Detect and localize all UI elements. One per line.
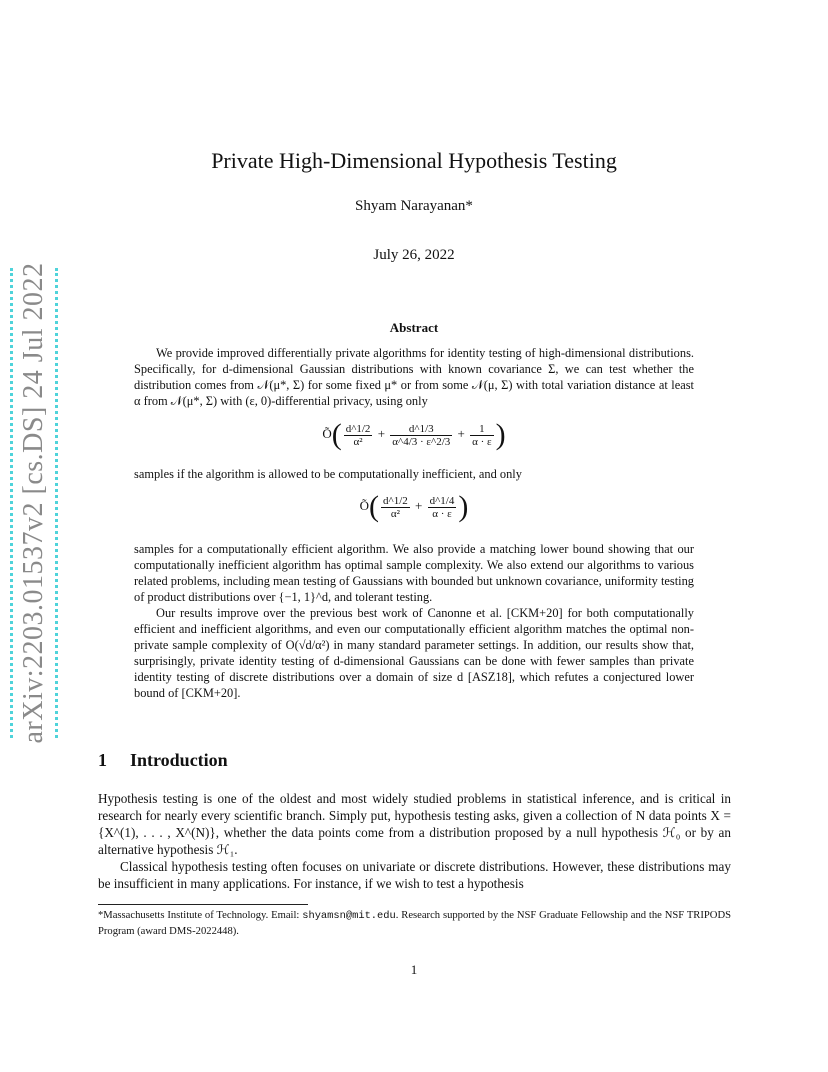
abstract-heading: Abstract: [389, 320, 439, 335]
paper-title: Private High-Dimensional Hypothesis Testing: [211, 148, 617, 173]
abstract-paragraph-2: Our results improve over the previous best work of Canonne et al. [CKM+20] for both computationally efficient and inefficient algorithms, and even our computationally efficient algorithm matches the optimal non-private sample complexity of O(√d/α²) in many standard parameter settings. In addition, our results show that, surprisingly, private identity testing of d-dimensional Gaussians can be done with fewer samples than private identity testing of discrete distributions over a domain of size d [ASZ18], which refutes a conjectured lower bound of [CKM+20].: [134, 606, 694, 700]
abstract-paragraph-1-intro: [134, 345, 694, 409]
eq1-lead: Õ: [322, 425, 332, 441]
intro-paragraph-1: Hypothesis testing is one of the oldest and most widely studied problems in statistical inference, and is critical in research for nearly every scientific branch. Simply put, hypothesis testing asks, given a collection of N data points X = {X^(1), . . . , X^(N)}, whether the data points come from a distribution proposed by a null hypothesis ℋ₀ or by an alternative hypothesis ℋ₁.: [98, 791, 731, 857]
footnote: [98, 908, 731, 939]
abstract-mid-text: samples if the algorithm is allowed to be computationally inefficient, and only: [134, 467, 522, 481]
eq2-lead: Õ: [359, 497, 370, 513]
abstract-paragraph-1-mid: [134, 466, 694, 482]
equation-1: Õ( $\frac{d\^{}1/2}{\text{α²}}$ + $\frac{d\^{}1/3}{\alpha\^{}4/3 \cdot \varepsilon\^{}2/3}$ + $\frac{1}{\alpha \cdot \varepsilon}$ ): [322, 418, 506, 451]
eq1-term-3: $\frac{1}{\alpha \cdot \varepsilon}$: [472, 422, 492, 448]
abstract-intro-text: We provide improved differentially private algorithms for identity testing of high-dimensional distributions. Specifically, for d-dimensional Gaussian distributions with known covariance Σ, we can test whether the distribution comes from 𝒩(μ*, Σ) for some fixed μ* or from some 𝒩(μ, Σ) with total variation distance at least α from 𝒩(μ*, Σ) with (ε, 0)-differential privacy, using only: [134, 346, 694, 408]
arxiv-stamp: [10, 262, 58, 744]
footnote-text-a: *Massachusetts Institute of Technology. Email:: [98, 910, 303, 921]
introduction-body: [98, 790, 731, 892]
section-number: 1: [98, 750, 107, 770]
eq2-term-1: $\frac{d\^{}1/2}{\text{α²}}$: [383, 494, 408, 520]
footnote-rule: [98, 904, 308, 905]
author-name: Shyam Narayanan*: [355, 198, 473, 214]
footnote-email[interactable]: shyamsn@mit.edu: [302, 910, 396, 922]
eq2-term-2: $\frac{d\^{}1/4}{\alpha \cdot \varepsilon}$: [429, 494, 455, 520]
page-number: 1: [410, 962, 418, 977]
eq1-term-1: $\frac{d\^{}1/2}{\text{α²}}$: [345, 422, 371, 448]
eq1-term-2: $\frac{d\^{}1/3}{\alpha\^{}4/3 \cdot \varepsilon\^{}2/3}$: [392, 422, 451, 448]
section-title: Introduction: [130, 750, 228, 770]
abstract-paragraph-1-end: [134, 541, 694, 701]
paper-date: July 26, 2022: [373, 247, 455, 263]
equation-2: Õ( $\frac{d\^{}1/2}{\text{α²}}$ + $\frac{d\^{}1/4}{\alpha \cdot \varepsilon}$ ): [359, 490, 469, 523]
arxiv-stamp-text: arXiv:2203.01537v2 [cs.DS] 24 Jul 2022: [18, 262, 49, 744]
section-heading-introduction: [98, 750, 228, 771]
footnote-text-b: . Research supported by the NSF Graduate Fellowship and the NSF TRIPODS Program (award DMS-2022448).: [98, 910, 731, 937]
intro-paragraph-2: Classical hypothesis testing often focuses on univariate or discrete distributions. However, these distributions may be insufficient in many applications. For instance, if we wish to test a hypothesis: [98, 859, 731, 891]
abstract-end-text: samples for a computationally efficient algorithm. We also provide a matching lower bound showing that our computationally inefficient algorithm has optimal sample complexity. We also extend our algorithms to various related problems, including mean testing of Gaussians with bounded but unknown covariance, uniformity testing of product distributions over {−1, 1}^d, and tolerant testing.: [134, 542, 694, 604]
